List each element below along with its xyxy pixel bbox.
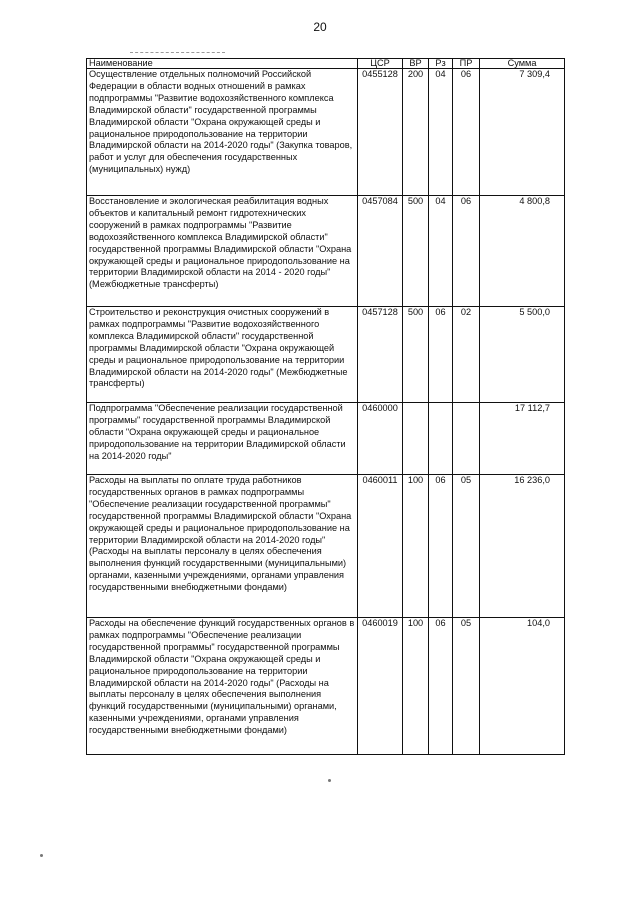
- row-csr: 0455128: [358, 69, 403, 196]
- row-csr: 0460000: [358, 403, 403, 475]
- header-vr: ВР: [403, 59, 429, 69]
- row-vr: 500: [403, 196, 429, 307]
- table-row: [87, 307, 565, 403]
- row-vr: 100: [403, 618, 429, 755]
- header-pr: ПР: [453, 59, 480, 69]
- row-pr: 06: [453, 196, 480, 307]
- row-rz: 04: [429, 69, 453, 196]
- row-rz: 06: [429, 307, 453, 403]
- row-pr: 06: [453, 69, 480, 196]
- row-vr: 500: [403, 307, 429, 403]
- row-name: Расходы на выплаты по оплате труда работников государственных органов в рамках подпрограммы "Обеспечение реализации государственной программы" государственной программы Владимирской области "Охрана окружающей среды и рациональное природопользование на территории Владимирской области на 2014-2020 годы" (Расходы на выплаты персоналу в целях обеспечения выполнения функций государственными (муниципальными) органами, казенными учреждениями, органами управления государственными внебюджетными фондами): [87, 475, 358, 618]
- row-pr: 02: [453, 307, 480, 403]
- row-vr: [403, 403, 429, 475]
- row-vr: 100: [403, 475, 429, 618]
- row-pr: [453, 403, 480, 475]
- table-row: [87, 69, 565, 196]
- header-csr: ЦСР: [358, 59, 403, 69]
- row-rz: 06: [429, 475, 453, 618]
- scan-artifact-dot: [328, 779, 331, 782]
- table-row: [87, 196, 565, 307]
- row-vr: 200: [403, 69, 429, 196]
- row-csr: 0460011: [358, 475, 403, 618]
- row-name: Осуществление отдельных полномочий Российской Федерации в области водных отношений в рамках подпрограммы "Развитие водохозяйственного комплекса Владимирской области" государственной программы Владимирской области "Охрана окружающей среды и рациональное природопользование на территории Владимирской области на 2014-2020 годы" (Закупка товаров, работ и услуг для обеспечения государственных (муниципальных) нужд): [87, 69, 358, 196]
- scan-artifact-line: [130, 52, 225, 53]
- row-sum: 5 500,0: [480, 307, 565, 403]
- scan-artifact-dot: [40, 854, 43, 857]
- page-number: 20: [313, 20, 327, 34]
- budget-table: [86, 58, 565, 755]
- header-sum: Сумма: [480, 59, 565, 69]
- table-row: [87, 618, 565, 755]
- header-name: Наименование: [87, 59, 358, 69]
- row-sum: 4 800,8: [480, 196, 565, 307]
- row-name: Подпрограмма "Обеспечение реализации государственной программы" государственной программы Владимирской области "Охрана окружающей среды и рациональное природопользование на территории Владимирской области на 2014-2020 годы": [87, 403, 358, 475]
- table-header-row: [87, 59, 565, 69]
- row-sum: 16 236,0: [480, 475, 565, 618]
- row-csr: 0457084: [358, 196, 403, 307]
- row-pr: 05: [453, 618, 480, 755]
- row-csr: 0457128: [358, 307, 403, 403]
- row-rz: 04: [429, 196, 453, 307]
- row-name: Строительство и реконструкция очистных сооружений в рамках подпрограммы "Развитие водохозяйственного комплекса Владимирской области" государственной программы Владимирской области "Охрана окружающей среды и рациональное природопользование на территории Владимирской области на 2014-2020 годы" (Межбюджетные трансферты): [87, 307, 358, 403]
- table-row: [87, 475, 565, 618]
- row-csr: 0460019: [358, 618, 403, 755]
- row-pr: 05: [453, 475, 480, 618]
- header-rz: Рз: [429, 59, 453, 69]
- row-name: Восстановление и экологическая реабилитация водных объектов и капитальный ремонт гидротехнических сооружений в рамках подпрограммы "Развитие водохозяйственного комплекса Владимирской области" государственной программы Владимирской области "Охрана окружающей среды и рациональное природопользование на территории Владимирской области на 2014 - 2020 годы" (Межбюджетные трансферты): [87, 196, 358, 307]
- row-sum: 17 112,7: [480, 403, 565, 475]
- row-sum: 7 309,4: [480, 69, 565, 196]
- row-sum: 104,0: [480, 618, 565, 755]
- row-rz: 06: [429, 618, 453, 755]
- row-name: Расходы на обеспечение функций государственных органов в рамках подпрограммы "Обеспечение реализации государственной программы" государственной программы Владимирской области "Охрана окружающей среды и рациональное природопользование на территории Владимирской области на 2014-2020 годы" (Расходы на выплаты персоналу в целях обеспечения выполнения функций государственными (муниципальными) органами, казенными учреждениями, органами управления государственными внебюджетными фондами): [87, 618, 358, 755]
- table-row: [87, 403, 565, 475]
- row-rz: [429, 403, 453, 475]
